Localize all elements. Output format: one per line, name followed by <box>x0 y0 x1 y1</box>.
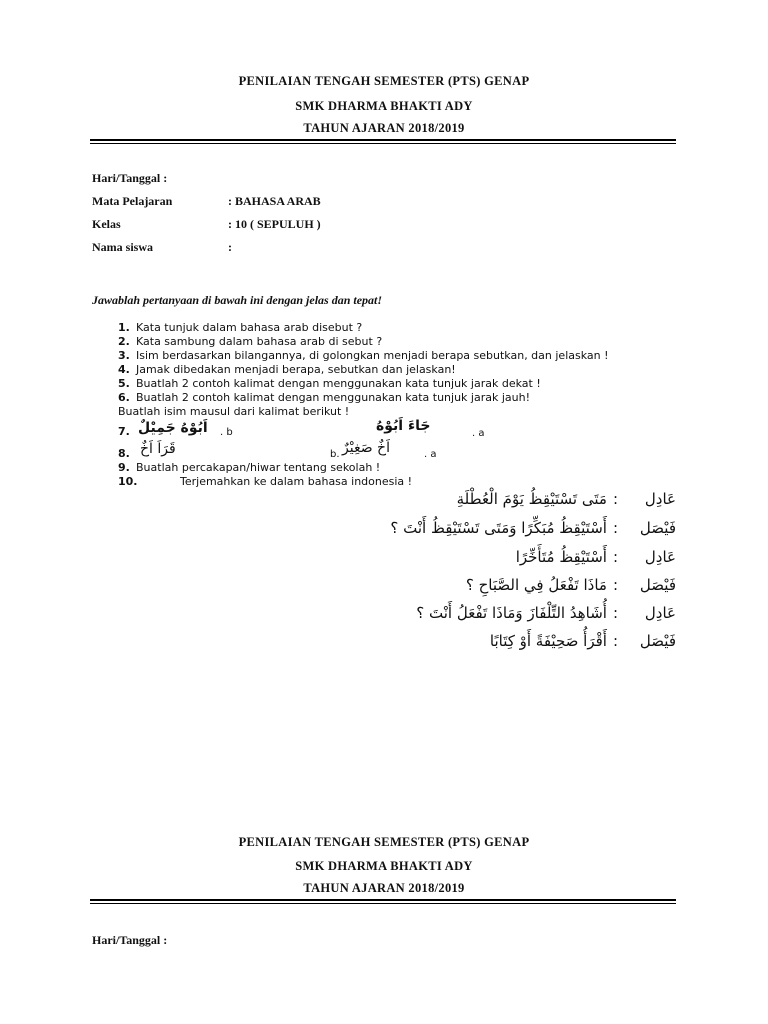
question-3 <box>118 349 609 362</box>
question-number: 10. <box>118 475 138 488</box>
dialog-speaker: فَيْصَل <box>639 632 676 650</box>
instruction-text: Jawablah pertanyaan di bawah ini dengan jelas dan tepat! <box>92 293 383 307</box>
q7-mark-a: . a <box>472 428 485 439</box>
q8-example-a: اَخٌ صَغِيْرٌ <box>342 440 390 456</box>
question-10 <box>118 475 412 488</box>
question-8 <box>118 447 136 460</box>
question-text: Buatlah 2 contoh kalimat dengan menggunakan kata tunjuk jarak dekat ! <box>136 377 541 390</box>
dialog-text: أَسْتَيْقِظُ مُبَكِّرًا وَمَتَى تَسْتَيْقِظُ أَنْتَ ؟ <box>390 519 607 537</box>
footer-header-title: PENILAIAN TENGAH SEMESTER (PTS) GENAP <box>238 835 530 849</box>
question-text: Jamak dibedakan menjadi berapa, sebutkan dan jelaskan! <box>136 363 456 376</box>
header-school: SMK DHARMA BHAKTI ADY <box>295 99 473 113</box>
kelas-label: Kelas <box>92 217 121 231</box>
q7-example-a: جَاءَ اَبُوْهُ <box>376 418 431 434</box>
q7-example-b: اَبُوْهُ جَمِيْلٌ <box>138 420 208 436</box>
q8-mark-a: . a <box>424 449 437 460</box>
question-1 <box>118 321 362 334</box>
question-text: Buatlah 2 contoh kalimat dengan menggunakan kata tunjuk jarak jauh! <box>136 391 530 404</box>
q8-example-b: قَرَاَ اَخٌ <box>140 441 176 457</box>
question-number: 7. <box>118 425 130 438</box>
question-9 <box>118 461 380 474</box>
mapel-value: : BAHASA ARAB <box>228 194 321 208</box>
question-text: Terjemahkan ke dalam bahasa indonesia ! <box>180 475 413 488</box>
question-text: Buatlah isim mausul dari kalimat berikut ! <box>118 405 350 418</box>
dialog-text: مَتَى تَسْتَيْقِظُ يَوْمَ الْعُطْلَةِ <box>456 490 607 508</box>
kelas-value: : 10 ( SEPULUH ) <box>228 217 321 231</box>
dialog-text: أَقْرَأُ صَحِيْفَةً أَوْ كِتَابًا <box>489 632 607 650</box>
question-number: 4. <box>118 363 130 376</box>
question-number: 8. <box>118 447 130 460</box>
question-text: Kata sambung dalam bahasa arab di sebut ? <box>136 335 383 348</box>
question-number: 9. <box>118 461 130 474</box>
footer-header-year: TAHUN AJARAN 2018/2019 <box>303 881 465 895</box>
question-text: Kata tunjuk dalam bahasa arab disebut ? <box>136 321 363 334</box>
header-title: PENILAIAN TENGAH SEMESTER (PTS) GENAP <box>238 74 530 88</box>
question-number: 2. <box>118 335 130 348</box>
dialog-line-4: فَيْصَل:مَاذَا تَفْعَلُ فِي الصَّبَاحِ ؟ <box>465 576 676 594</box>
footer-header-rule <box>90 899 676 901</box>
mapel-label: Mata Pelajaran <box>92 194 173 208</box>
dialog-text: مَاذَا تَفْعَلُ فِي الصَّبَاحِ ؟ <box>465 576 607 594</box>
nama-label: Nama siswa <box>92 240 154 254</box>
dialog-line-5: عَادِل:أُشَاهِدُ التِّلْفَازَ وَمَاذَا تَفْعَلُ أَنْتَ ؟ <box>416 604 676 622</box>
q7-mark-b: . b <box>220 427 233 438</box>
question-text: Isim berdasarkan bilangannya, di golongkan menjadi berapa sebutkan, dan jelaskan ! <box>136 349 609 362</box>
footer-header-school: SMK DHARMA BHAKTI ADY <box>295 859 473 873</box>
dialog-speaker: عَادِل <box>644 548 676 566</box>
dialog-line-2: فَيْصَل:أَسْتَيْقِظُ مُبَكِّرًا وَمَتَى تَسْتَيْقِظُ أَنْتَ ؟ <box>390 519 676 537</box>
dialog-speaker: عَادِل <box>644 490 676 508</box>
question-2 <box>118 335 382 348</box>
dialog-text: أُشَاهِدُ التِّلْفَازَ وَمَاذَا تَفْعَلُ أَنْتَ ؟ <box>416 604 607 622</box>
q8-mark-b: b. <box>330 449 340 460</box>
question-number: 1. <box>118 321 130 334</box>
question-5 <box>118 377 541 390</box>
question-7 <box>118 425 136 438</box>
dialog-text: أَسْتَيْقِظُ مُتَأَخِّرًا <box>515 548 607 566</box>
hari-label: Hari/Tanggal : <box>92 171 168 185</box>
dialog-speaker: فَيْصَل <box>639 519 676 537</box>
header-year: TAHUN AJARAN 2018/2019 <box>303 121 465 135</box>
question-6b <box>118 405 349 418</box>
dialog-speaker: فَيْصَل <box>639 576 676 594</box>
question-6 <box>118 391 530 404</box>
dialog-line-1: عَادِل:مَتَى تَسْتَيْقِظُ يَوْمَ الْعُطْلَةِ <box>456 490 676 508</box>
footer-hari-label: Hari/Tanggal : <box>92 933 168 947</box>
question-number: 3. <box>118 349 130 362</box>
question-text: Buatlah percakapan/hiwar tentang sekolah ! <box>136 461 381 474</box>
footer-header-rule-thin <box>90 903 676 904</box>
question-4 <box>118 363 456 376</box>
header-rule-thin <box>90 143 676 144</box>
dialog-speaker: عَادِل <box>644 604 676 622</box>
header-rule <box>90 139 676 141</box>
dialog-line-3: عَادِل:أَسْتَيْقِظُ مُتَأَخِّرًا <box>515 548 676 566</box>
nama-value: : <box>228 240 232 254</box>
question-number: 5. <box>118 377 130 390</box>
dialog-line-6: فَيْصَل:أَقْرَأُ صَحِيْفَةً أَوْ كِتَابًا <box>489 632 676 650</box>
question-number: 6. <box>118 391 130 404</box>
